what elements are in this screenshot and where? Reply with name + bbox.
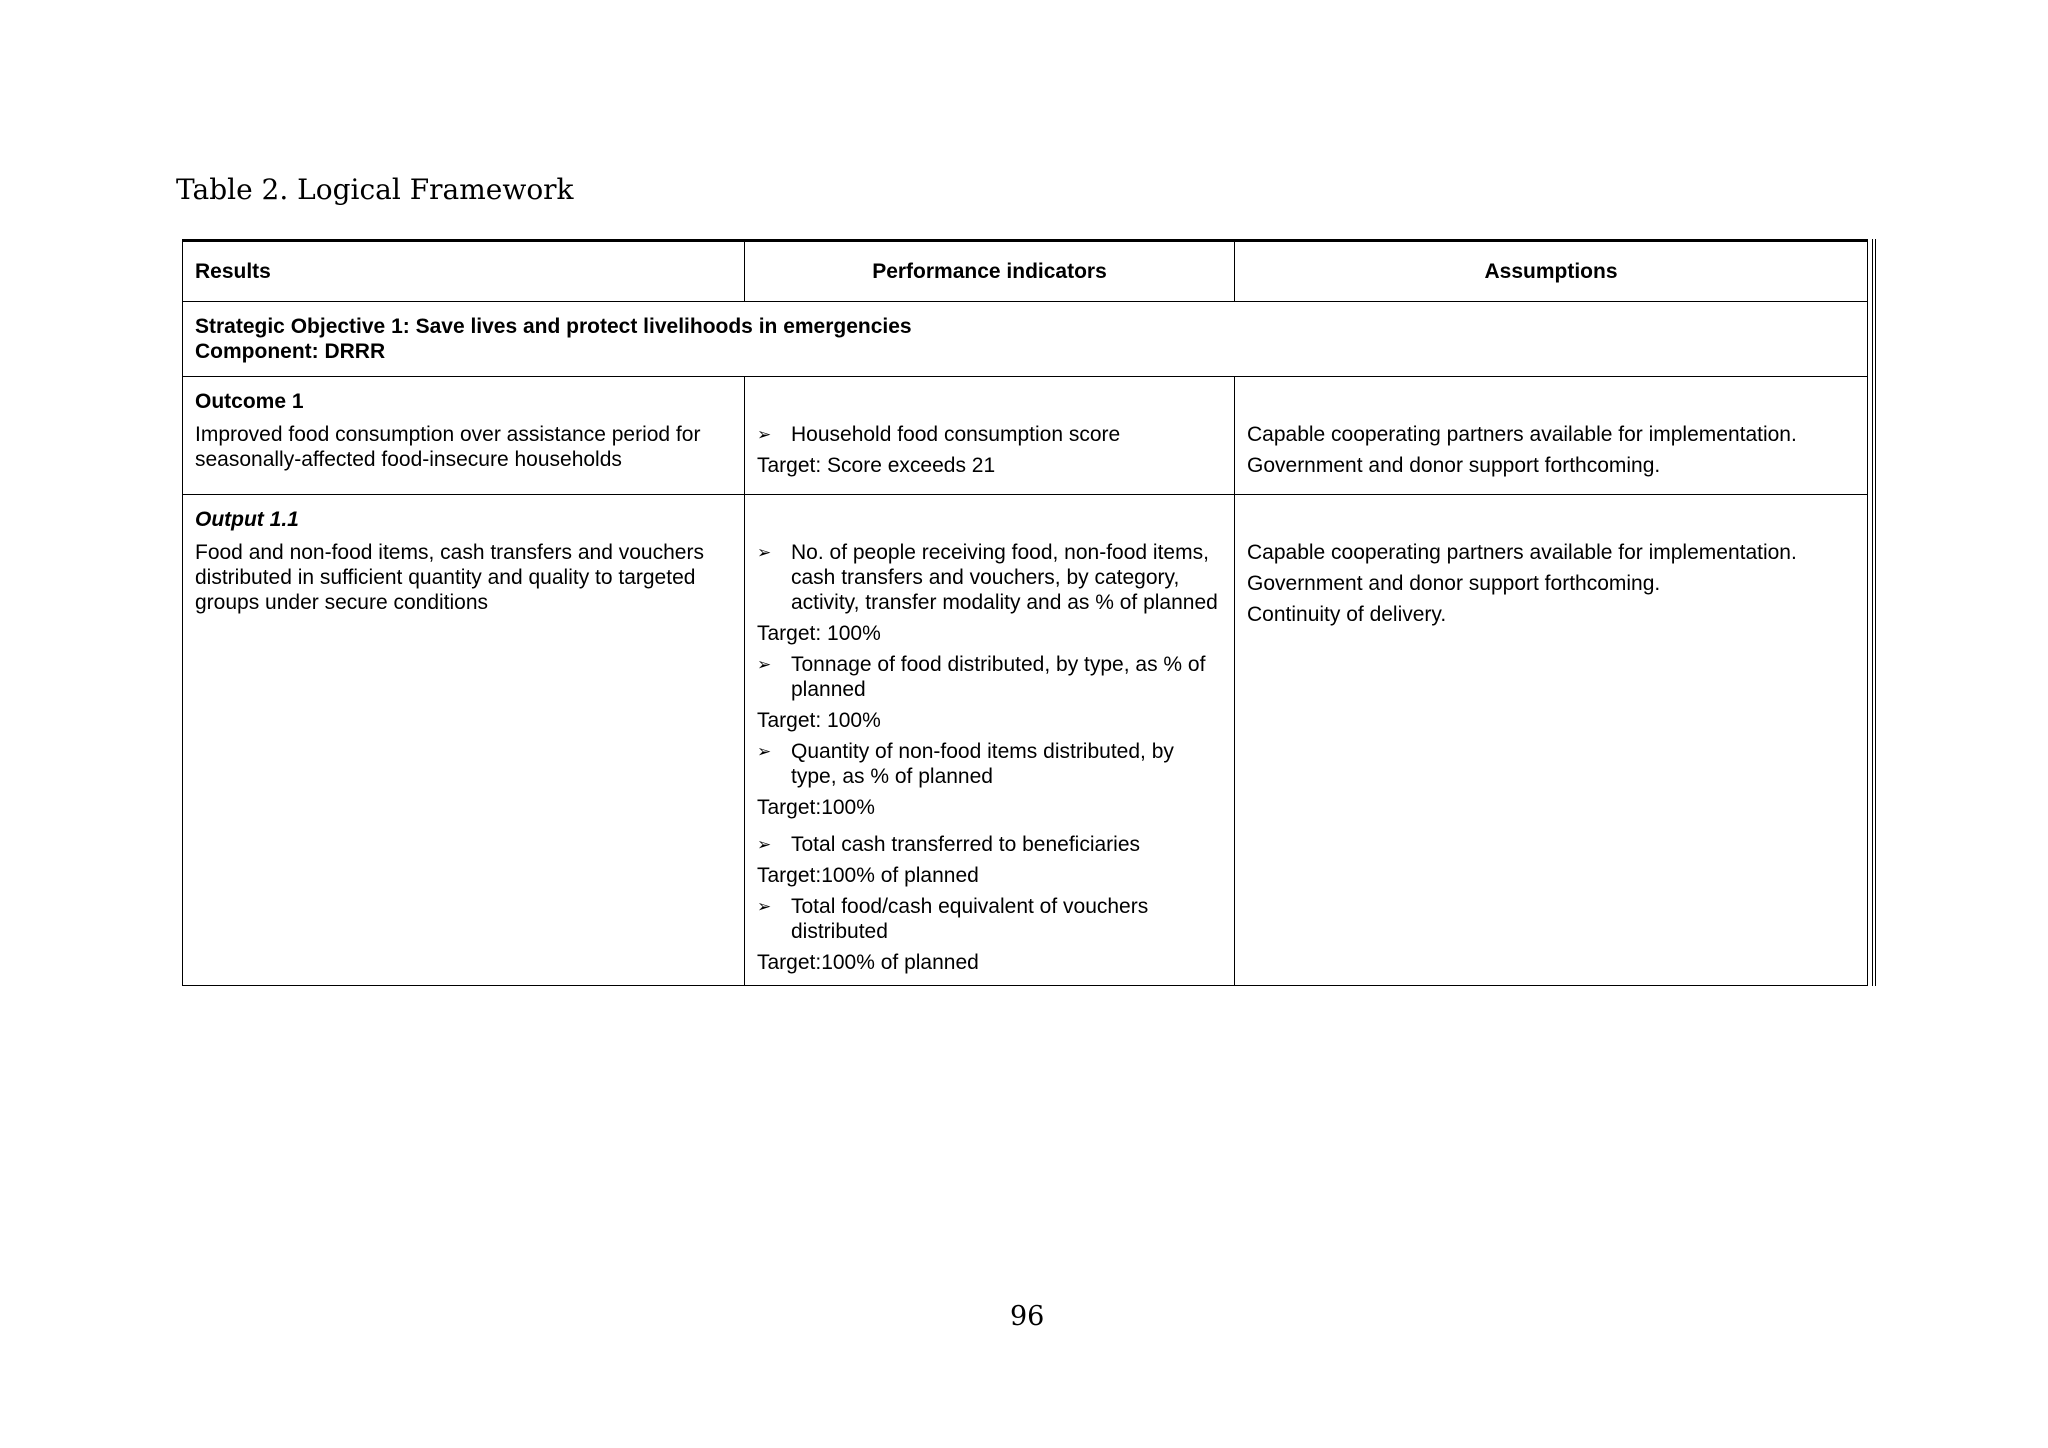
outcome-title: Outcome 1 — [195, 390, 304, 413]
indicator-text: Quantity of non-food items distributed, by type, as % of planned — [791, 740, 1174, 788]
arrow-bullet-icon: ➢ — [757, 655, 772, 674]
header-assumptions: Assumptions — [1235, 241, 1868, 302]
indicator-text: Total cash transferred to beneficiaries — [791, 833, 1141, 856]
strategic-objective: Strategic Objective 1: Save lives and protect livelihoods in emergencies — [195, 315, 912, 338]
output-assumptions-cell — [1235, 495, 1868, 986]
page-number: 96 — [1010, 1301, 1045, 1332]
outcome-results-cell — [183, 377, 745, 495]
indicator-target: Target:100% — [757, 796, 875, 819]
output-title: Output 1.1 — [195, 508, 299, 531]
arrow-bullet-icon: ➢ — [757, 543, 772, 562]
strategic-objective-row — [183, 302, 1868, 377]
list-item — [757, 652, 1222, 702]
arrow-bullet-icon: ➢ — [757, 835, 772, 854]
list-item — [757, 832, 1222, 857]
outcome-row — [183, 377, 1868, 495]
indicator-target: Target: 100% — [757, 709, 881, 732]
list-item — [757, 739, 1222, 789]
outcome-indicators-cell — [745, 377, 1235, 495]
outcome-assumptions-cell — [1235, 377, 1868, 495]
output-text: Food and non-food items, cash transfers and vouchers distributed in sufficient quantity and quality to targeted groups under secure conditions — [195, 541, 704, 614]
header-indicators: Performance indicators — [745, 241, 1235, 302]
indicator-text: Tonnage of food distributed, by type, as % of planned — [791, 653, 1206, 701]
indicator-target: Target:100% of planned — [757, 951, 979, 974]
outcome-text: Improved food consumption over assistance period for seasonally-affected food-insecure households — [195, 423, 701, 471]
logical-framework-table — [182, 239, 1868, 986]
assumption-item: Government and donor support forthcoming. — [1247, 454, 1661, 477]
output-row — [183, 495, 1868, 986]
assumption-item: Continuity of delivery. — [1247, 603, 1447, 626]
indicator-text: Total food/cash equivalent of vouchers distributed — [791, 895, 1149, 943]
list-item — [757, 894, 1222, 944]
assumption-item: Government and donor support forthcoming. — [1247, 572, 1661, 595]
header-results: Results — [183, 241, 745, 302]
strategic-objective-cell — [183, 302, 1868, 377]
table-caption: Table 2. Logical Framework — [176, 173, 574, 206]
header-row — [183, 241, 1868, 302]
logical-framework-table-wrapper — [182, 239, 1876, 986]
indicator-text: Household food consumption score — [791, 423, 1121, 446]
component-label: Component: DRRR — [195, 340, 386, 363]
list-item — [757, 540, 1222, 615]
list-item — [757, 422, 1222, 447]
indicator-target: Target: 100% — [757, 622, 881, 645]
arrow-bullet-icon: ➢ — [757, 742, 772, 761]
output-results-cell — [183, 495, 745, 986]
indicator-target: Target: Score exceeds 21 — [757, 454, 996, 477]
arrow-bullet-icon: ➢ — [757, 897, 772, 916]
output-indicators-cell — [745, 495, 1235, 986]
arrow-bullet-icon: ➢ — [757, 425, 772, 444]
assumption-item: Capable cooperating partners available for implementation. — [1247, 423, 1797, 446]
indicator-target: Target:100% of planned — [757, 864, 979, 887]
indicator-text: No. of people receiving food, non-food items, cash transfers and vouchers, by category, activity, transfer modality and as % of planned — [791, 541, 1218, 614]
assumption-item: Capable cooperating partners available for implementation. — [1247, 541, 1797, 564]
